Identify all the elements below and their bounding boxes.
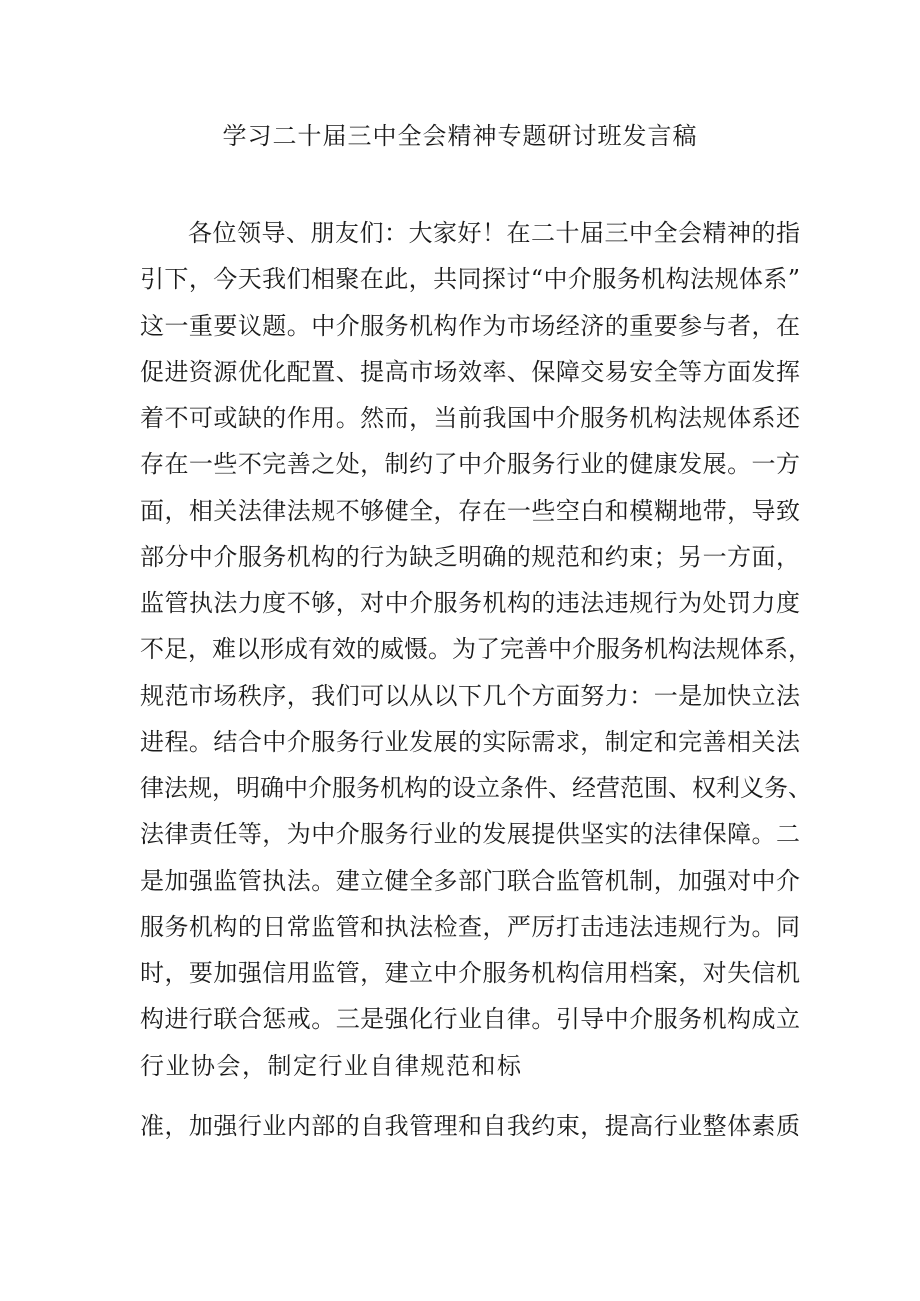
body-line: 服务机构的日常监管和执法检查，严厉打击违法违规行为。同 — [140, 912, 800, 941]
body-line: 时，要加强信用监管，建立中介服务机构信用档案，对失信机 — [140, 959, 800, 987]
body-line: 着不可或缺的作用。然而，当前我国中介服务机构法规体系还 — [140, 404, 800, 432]
body-line: 不足，难以形成有效的威慑。为了完善中介服务机构法规体系， — [140, 635, 812, 664]
body-line: 面，相关法律法规不够健全，存在一些空白和模糊地带，导致 — [140, 496, 800, 525]
body-line: 法律责任等，为中介服务行业的发展提供坚实的法律保障。二 — [140, 820, 800, 849]
body-line: 各位领导、朋友们：大家好！在二十届三中全会精神的指 — [188, 219, 800, 247]
body-line: 构进行联合惩戒。三是强化行业自律。引导中介服务机构成立 — [140, 1005, 800, 1034]
body-line: 规范市场秩序，我们可以从以下几个方面努力：一是加快立法 — [140, 681, 800, 710]
body-line: 引下，今天我们相聚在此，共同探讨“中介服务机构法规体系” — [140, 265, 800, 294]
document-title: 学习二十届三中全会精神专题研讨班发言稿 — [222, 122, 698, 150]
body-line: 部分中介服务机构的行为缺乏明确的规范和约束；另一方面， — [140, 542, 800, 571]
body-line: 促进资源优化配置、提高市场效率、保障交易安全等方面发挥 — [140, 357, 800, 386]
body-line: 是加强监管执法。建立健全多部门联合监管机制，加强对中介 — [140, 866, 800, 895]
body-line: 进程。结合中介服务行业发展的实际需求，制定和完善相关法 — [140, 727, 800, 756]
document-body — [140, 210, 812, 1149]
body-line: 律法规，明确中介服务机构的设立条件、经营范围、权利义务、 — [140, 774, 812, 802]
body-line: 行业协会，制定行业自律规范和标 — [140, 1051, 523, 1080]
body-line: 准，加强行业内部的自我管理和自我约束，提高行业整体素质 — [140, 1111, 800, 1140]
body-line: 这一重要议题。中介服务机构作为市场经济的重要参与者，在 — [140, 311, 800, 340]
body-line: 存在一些不完善之处，制约了中介服务行业的健康发展。一方 — [140, 450, 800, 479]
body-line: 监管执法力度不够，对中介服务机构的违法违规行为处罚力度 — [140, 589, 800, 617]
